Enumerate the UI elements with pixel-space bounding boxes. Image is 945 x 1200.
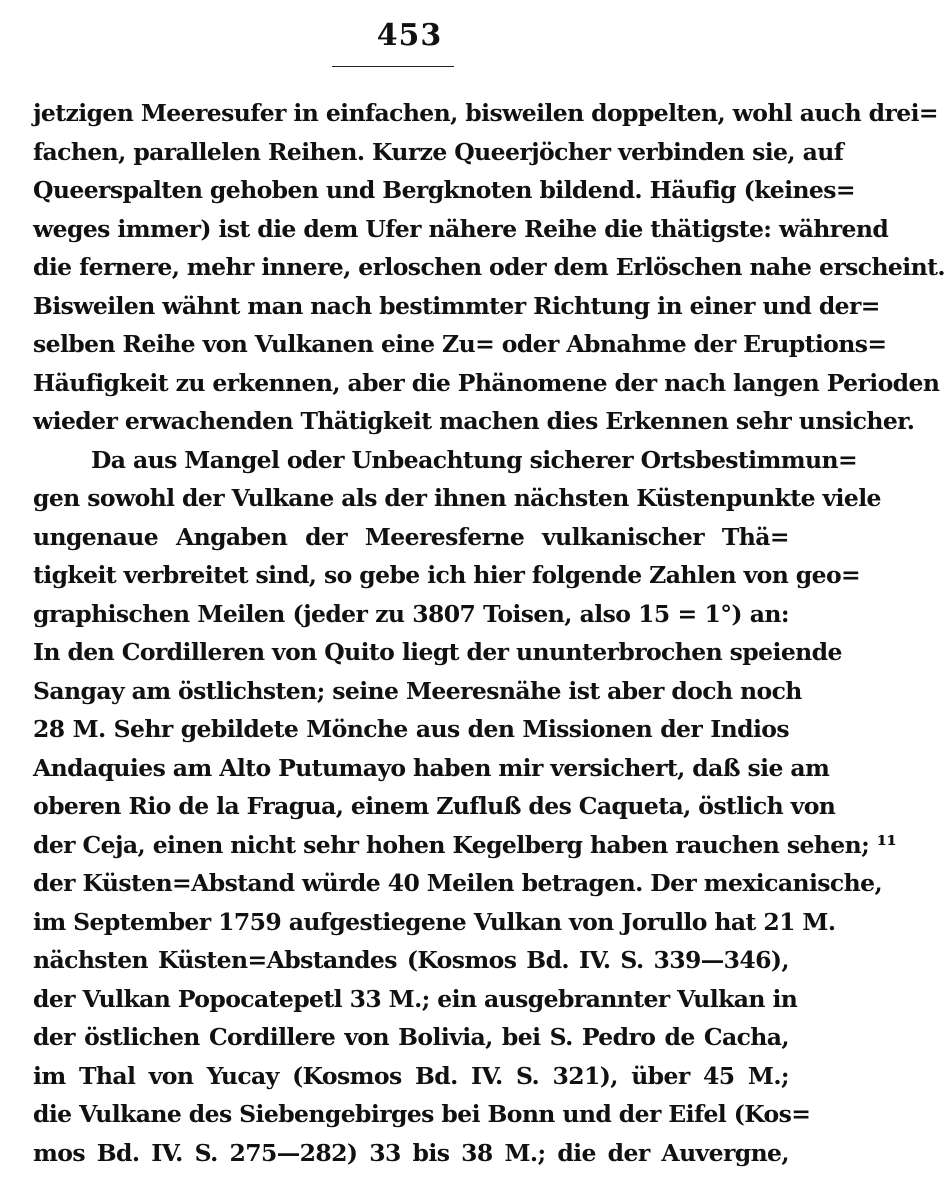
text-line: der östlichen Cordillere von Bolivia, bei S. Pedro de Cacha,	[33, 1023, 789, 1051]
text-line: weges immer) ist die dem Ufer nähere Reihe die thätigste: während	[33, 214, 889, 243]
text-line: Queerspalten gehoben und Bergknoten bildend. Häufig (keines=	[33, 176, 856, 204]
text-line: Da aus Mangel oder Unbeachtung sicherer Ortsbestimmun=	[91, 445, 858, 474]
text-line: im Thal von Yucay (Kosmos Bd. IV. S. 321), über 45 M.;	[33, 1061, 789, 1090]
text-line: der Ceja, einen nicht sehr hohen Kegelberg haben rauchen sehen; ¹¹	[33, 830, 897, 859]
text-line: nächsten Küsten=Abstandes (Kosmos Bd. IV. S. 339—346),	[33, 946, 789, 974]
text-line: wieder erwachenden Thätigkeit machen dies Erkennen sehr unsicher.	[33, 407, 915, 435]
text-line: fachen, parallelen Reihen. Kurze Queerjöcher verbinden sie, auf	[33, 137, 844, 166]
text-line: die Vulkane des Siebengebirges bei Bonn und der Eifel (Kos=	[33, 1100, 811, 1128]
body-text	[33, 94, 945, 1172]
text-line: jetzigen Meeresufer in einfachen, bisweilen doppelten, wohl auch drei=	[33, 99, 939, 127]
text-line: 28 M. Sehr gebildete Mönche aus den Missionen der Indios	[33, 715, 789, 743]
text-line: In den Cordilleren von Quito liegt der ununterbrochen speiende	[33, 638, 842, 666]
text-line: ungenaue Angaben der Meeresferne vulkanischer Thä=	[33, 522, 789, 551]
text-line: tigkeit verbreitet sind, so gebe ich hier folgende Zahlen von geo=	[33, 561, 861, 589]
text-line: Andaquies am Alto Putumayo haben mir versichert, daß sie am	[33, 753, 830, 782]
text-line: der Küsten=Abstand würde 40 Meilen betragen. Der mexicanische,	[33, 869, 883, 897]
text-line: Häufigkeit zu erkennen, aber die Phänomene der nach langen Perioden	[33, 368, 940, 397]
header-rule	[332, 66, 454, 67]
text-line: gen sowohl der Vulkane als der ihnen nächsten Küstenpunkte viele	[33, 484, 881, 512]
text-line: Bisweilen wähnt man nach bestimmter Richtung in einer und der=	[33, 291, 880, 320]
text-line: oberen Rio de la Fragua, einem Zufluß des Caqueta, östlich von	[33, 792, 836, 820]
text-line: graphischen Meilen (jeder zu 3807 Toisen, also 15 = 1°) an:	[33, 599, 789, 628]
page-number: 453	[376, 18, 443, 53]
text-line: Sangay am östlichsten; seine Meeresnähe ist aber doch noch	[33, 676, 802, 705]
text-line: im September 1759 aufgestiegene Vulkan von Jorullo hat 21 M.	[33, 907, 836, 936]
text-line: die fernere, mehr innere, erloschen oder dem Erlöschen nahe erscheint.	[33, 253, 945, 281]
text-line: selben Reihe von Vulkanen eine Zu= oder Abnahme der Eruptions=	[33, 330, 887, 358]
text-line: mos Bd. IV. S. 275—282) 33 bis 38 M.; die der Auvergne,	[33, 1138, 789, 1167]
text-line: der Vulkan Popocatepetl 33 M.; ein ausgebrannter Vulkan in	[33, 984, 798, 1013]
